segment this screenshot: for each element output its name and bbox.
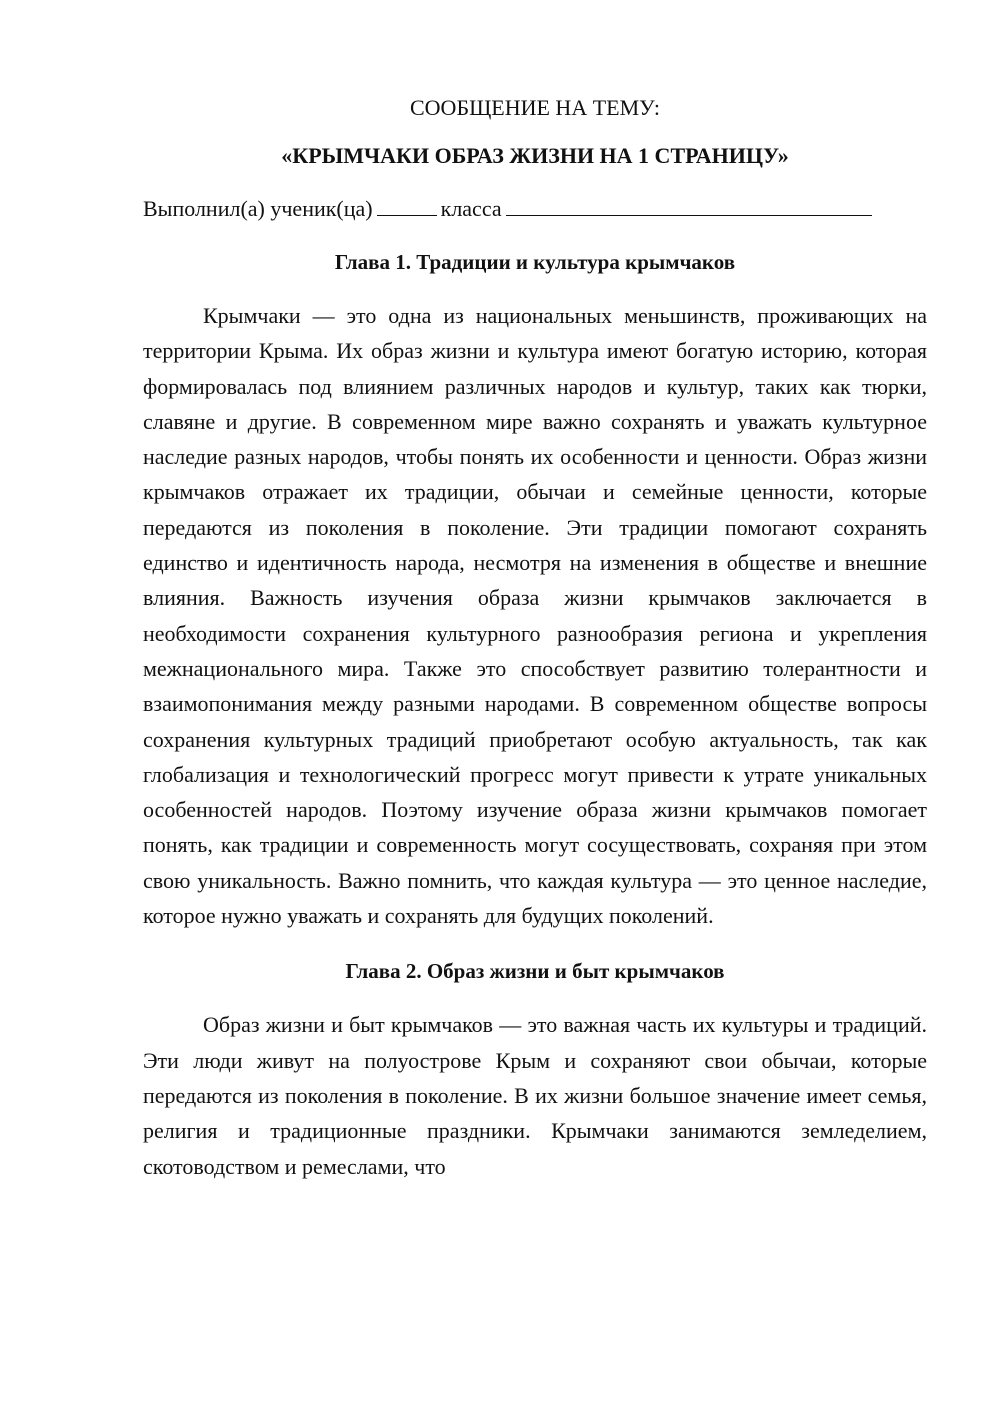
document-title: «КРЫМЧАКИ ОБРАЗ ЖИЗНИ НА 1 СТРАНИЦУ» — [281, 143, 789, 168]
author-middle: класса — [440, 196, 502, 221]
chapter-2-paragraph: Образ жизни и быт крымчаков — это важная часть их культуры и традиций. Эти люди живут на полуострове Крым и сохраняют свои обычаи, которые передаются из поколения в поколение. В их жизни большое значение имеет семья, религия и традиционные праздники. Крымчаки занимаются земледелием, скотоводством и ремеслами, что — [143, 1012, 927, 1179]
author-prefix: Выполнил(а) ученик(ца) — [143, 196, 373, 221]
document-label: СООБЩЕНИЕ НА ТЕМУ: — [410, 95, 660, 120]
chapter-1-heading: Глава 1. Традиции и культура крымчаков — [334, 250, 736, 274]
class-blank — [377, 195, 437, 216]
author-line — [143, 195, 927, 223]
document-page — [143, 94, 927, 1208]
chapter-2-heading: Глава 2. Образ жизни и быт крымчаков — [345, 959, 725, 984]
name-blank — [506, 195, 872, 216]
chapter-1-paragraph: Крымчаки — это одна из национальных меньшинств, проживающих на территории Крыма. Их образ жизни и культура имеют богатую историю, которая формировалась под влиянием различных народов и культур, таких как тюрки, славяне и другие. В современном мире важно сохранять и уважать культурное наследие разных народов, чтобы понять их особенности и ценности. Образ жизни крымчаков отражает их традиции, обычаи и семейные ценности, которые передаются из поколения в поколение. Эти традиции помогают сохранять единство и идентичность народа, несмотря на изменения в обществе и внешние влияния. Важность изучения образа жизни крымчаков заключается в необходимости сохранения культурного разнообразия региона и укрепления межнационального мира. Также это способствует развитию толерантности и взаимопонимания между разными народами. В современном обществе вопросы сохранения культурных традиций приобретают особую актуальность, так как глобализация и технологический прогресс могут привести к утрате уникальных особенностей народов. Поэтому изучение образа жизни крымчаков помогает понять, как традиции и современность могут сосуществовать, сохраняя при этом свою уникальность. Важно помнить, что каждая культура — это ценное наследие, которое нужно уважать и сохранять для будущих поколений. — [143, 303, 927, 929]
